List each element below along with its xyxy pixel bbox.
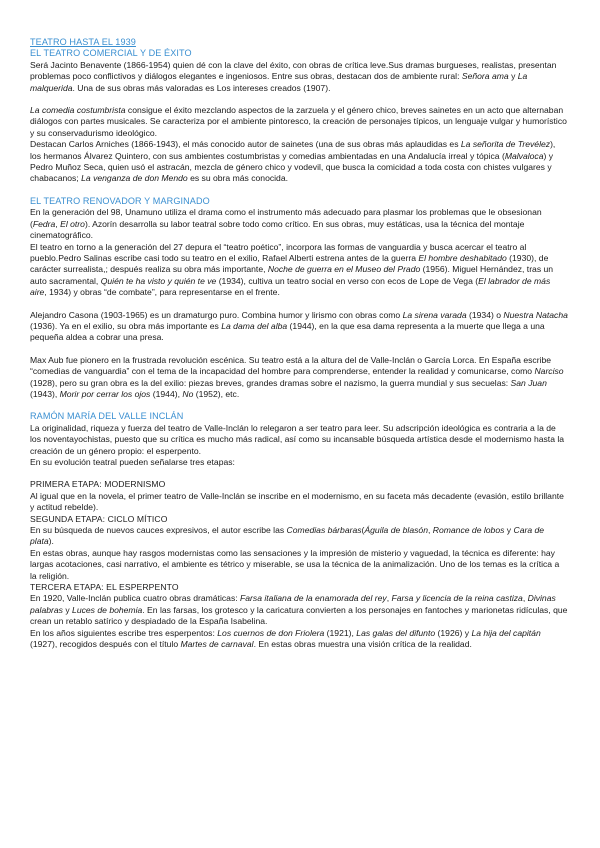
text-run: ), los hermanos Álvarez Quintero, con sus ambientes costumbristas y comedias ambientadas en una Andalucía irreal y tópica ( xyxy=(30,139,556,161)
paragraph xyxy=(30,355,568,401)
italic-title: Morir por cerrar los ojos xyxy=(59,388,151,399)
italic-title: Fedra xyxy=(32,218,56,229)
italic-title: Cara de plata xyxy=(30,525,545,547)
paragraph xyxy=(30,60,568,94)
text-run: (1934) o xyxy=(466,309,504,320)
paragraph xyxy=(30,139,568,185)
text-run: En los años siguientes escribe tres esperpentos: xyxy=(30,627,218,638)
text-run: En 1920, Valle-Inclán publica cuatro obras dramáticas: xyxy=(30,593,241,604)
italic-title: El hombre deshabitado xyxy=(418,252,507,263)
italic-title: La comedia costumbrista xyxy=(30,105,126,116)
text-run: , xyxy=(522,593,528,604)
text-run: En la generación del 98, Unamuno utiliza el drama como el instrumento más adecuado para plasmar los problemas que le obsesionan ( xyxy=(30,207,542,229)
italic-title: Malvaloca xyxy=(504,150,544,161)
italic-title: Martes de carnaval xyxy=(180,639,254,650)
paragraph xyxy=(30,105,568,139)
text-run: En su evolución teatral pueden señalarse tres etapas: xyxy=(30,457,235,467)
italic-title: La señorita de Trevélez xyxy=(460,139,551,150)
italic-title: Narciso xyxy=(534,366,564,377)
italic-title: No xyxy=(182,388,194,399)
text-run: es su obra más conocida. xyxy=(187,173,289,184)
italic-title: Luces de bohemia xyxy=(72,604,143,615)
italic-title: Nuestra Natacha xyxy=(503,309,568,320)
text-run: En estas obras, aunque hay rasgos modernistas como las sensaciones y la impresión de misterio y vaguedad, la técnica es diferente: hay largas acotaciones, casi narrativo, el ambiente es tétrico y miserable, se usa la técnica de la animalización. Uno de los temas es la crítica a la religión. xyxy=(30,547,560,581)
italic-title: La venganza de don Mendo xyxy=(81,173,188,184)
paragraph xyxy=(30,548,568,582)
paragraph xyxy=(30,423,568,457)
italic-title: Divinas palabras xyxy=(30,593,556,615)
text-run: (1943), xyxy=(30,388,60,399)
stage-heading-primera: PRIMERA ETAPA: MODERNISMO xyxy=(30,479,166,490)
text-run: Al igual que en la novela, el primer teatro de Valle-Inclán se inscribe en el modernismo, en su faceta más decadente (evasión, estilo brillante y actitud rebelde). xyxy=(30,490,564,513)
text-run: (1956). Miguel Hernández, tras un auto sacramental, xyxy=(30,264,554,286)
section-heading-renovador: EL TEATRO RENOVADOR Y MARGINADO xyxy=(30,195,210,206)
italic-title: San Juan xyxy=(510,377,547,388)
text-run: ) y Pedro Muñoz Seca, quien usó el astracán, mezcla de género chico y vodevil, que busca la comicidad a toda costa con chistes vulgares y chabacanos; xyxy=(30,150,554,184)
paragraph xyxy=(30,242,568,299)
text-run: (1926) y xyxy=(435,627,472,638)
italic-title: Las galas del difunto xyxy=(356,627,436,638)
text-run: En su búsqueda de nuevos cauces expresivos, el autor escribe las xyxy=(30,525,287,536)
text-run: ). xyxy=(48,536,54,547)
text-run: , xyxy=(427,525,433,536)
italic-title: Farsa y licencia de la reina castiza xyxy=(391,593,523,604)
section-heading-valle-inclan: RAMÓN MARÍA DEL VALLE INCLÁN xyxy=(30,411,184,422)
text-run: (1930), de carácter surrealista,; después realiza su obra más importante, xyxy=(30,252,549,275)
italic-title: La sirena varada xyxy=(402,309,467,320)
text-run: ( xyxy=(361,525,365,536)
text-run: . Una de sus obras más valoradas es Los intereses creados (1907). xyxy=(72,82,331,93)
text-run: y xyxy=(508,71,518,82)
paragraph xyxy=(30,491,568,514)
italic-title: Águila de blasón xyxy=(364,525,428,536)
italic-title: La malquerida xyxy=(30,71,528,93)
text-run: La originalidad, riqueza y fuerza del teatro de Valle-Inclán lo relegaron a ser teatro para leer. Su adscripción ideológica es contraria a la de los noventayochistas, puesto que su crítica es mucho más radical, así como su incansable búsqueda artística desde el modernismo hasta la creación de un género propio: el esperpento. xyxy=(30,422,565,456)
text-run: (1934), cultiva un teatro social en verso con ecos de Lope de Vega ( xyxy=(216,275,479,286)
text-run: . En estas obras muestra una visión crítica de la realidad. xyxy=(253,639,472,650)
text-run: (1936). Ya en el exilio, su obra más importante es xyxy=(30,320,222,331)
paragraph xyxy=(30,457,568,468)
document-title: TEATRO HASTA EL 1939 xyxy=(30,37,136,47)
italic-title: El labrador de más aire xyxy=(30,275,551,298)
text-run: ). Azorín desarrolla su labor teatral sobre todo como crítico. En sus obras, muy estáticas, usa la técnica del montaje cinematográfico. xyxy=(30,218,525,241)
italic-title: Los cuernos de don Friolera xyxy=(217,627,325,638)
text-run: Max Aub fue pionero en la frustrada revolución escénica. Su teatro está a la altura del de Valle-Inclán o García Lorca. En España escribe “comedias de vanguardia” con el tema de la incapacidad del hombre para comprenderse, entender la realidad y comunicarse, como xyxy=(30,354,552,377)
italic-title: La hija del capitán xyxy=(471,627,541,638)
text-run: (1927), recogidos después con el título xyxy=(30,639,181,650)
text-run: Alejandro Casona (1903-1965) es un dramaturgo puro. Combina humor y lirismo con obras como xyxy=(30,309,403,320)
italic-title: Farsa italiana de la enamorada del rey xyxy=(240,593,387,604)
italic-title: La dama del alba xyxy=(221,320,288,331)
text-run: consigue el éxito mezclando aspectos de la zarzuela y el género chico, breves sainetes en un acto que alternaban diálogos con partes musicales. Se caracteriza por el ambiente pintoresco, la creación de personajes típicos, un lenguaje vulgar y humorístico y su conservadurismo ideológico. xyxy=(30,105,567,138)
stage-heading-segunda: SEGUNDA ETAPA: CICLO MÍTICO xyxy=(30,513,168,524)
italic-title: Romance de lobos xyxy=(432,525,505,536)
text-run: Sus dramas burgueses, realistas, presentan problemas poco conflictivos y diálogos elegantes e ingeniosos. Entre sus obras, destacan dos de ambiente rural: xyxy=(30,59,557,82)
italic-title: Comedias bárbaras xyxy=(286,525,362,536)
text-run: (1952), etc. xyxy=(193,388,240,399)
italic-title: Noche de guerra en el Museo del Prado xyxy=(267,264,421,275)
paragraph xyxy=(30,593,568,627)
text-run: (1921), xyxy=(324,627,357,638)
text-run: Destacan Carlos Arniches (1866-1943), el más conocido autor de sainetes (una de sus obras más aplaudidas es xyxy=(30,139,461,150)
section-heading-comercial: EL TEATRO COMERCIAL Y DE ÉXITO xyxy=(30,48,192,59)
text-run: , xyxy=(55,218,61,229)
italic-title: El otro xyxy=(60,218,85,229)
text-run: (1944), en la que esa dama representa a la muerte que llega a una pequeña aldea a cobrar una presa. xyxy=(30,320,545,343)
text-run: y xyxy=(62,604,73,615)
text-run: . En las farsas, los grotesco y la caricatura convierten a los personajes en fantoches y marionetas ridículas, que crean un retablo satírico y despiadado de la España Isabelina. xyxy=(30,604,568,627)
text-run: (1928), pero su gran obra es la del exilio: piezas breves, grandes dramas sobre el nazismo, la guerra mundial y sus secuelas: xyxy=(30,377,511,388)
text-run: y xyxy=(504,525,514,536)
text-run: Será Jacinto Benavente (1866-1954) quien dé con la clave del éxito, con obras de crítica leve. xyxy=(30,59,389,70)
stage-heading-tercera: TERCERA ETAPA: EL ESPERPENTO xyxy=(30,582,179,593)
text-run: , 1934) y obras “de combate”, para representarse en el frente. xyxy=(44,287,280,298)
paragraph xyxy=(30,310,568,344)
text-run: , xyxy=(386,593,392,604)
paragraph xyxy=(30,525,568,548)
text-run: El teatro en torno a la generación del 27 depura el “teatro poético”, incorpora las formas de vanguardia y busca acercar el teatro al pueblo.Pedro Salinas escribe casi todo su teatro en el exilio, Rafael Alberti estrena antes de la guerra xyxy=(30,241,527,263)
italic-title: Quién te ha visto y quién te ve xyxy=(100,275,217,286)
document-page xyxy=(30,37,568,651)
paragraph xyxy=(30,207,568,241)
text-run: (1944), xyxy=(150,388,183,399)
italic-title: Señora ama xyxy=(461,71,509,82)
paragraph xyxy=(30,628,568,651)
